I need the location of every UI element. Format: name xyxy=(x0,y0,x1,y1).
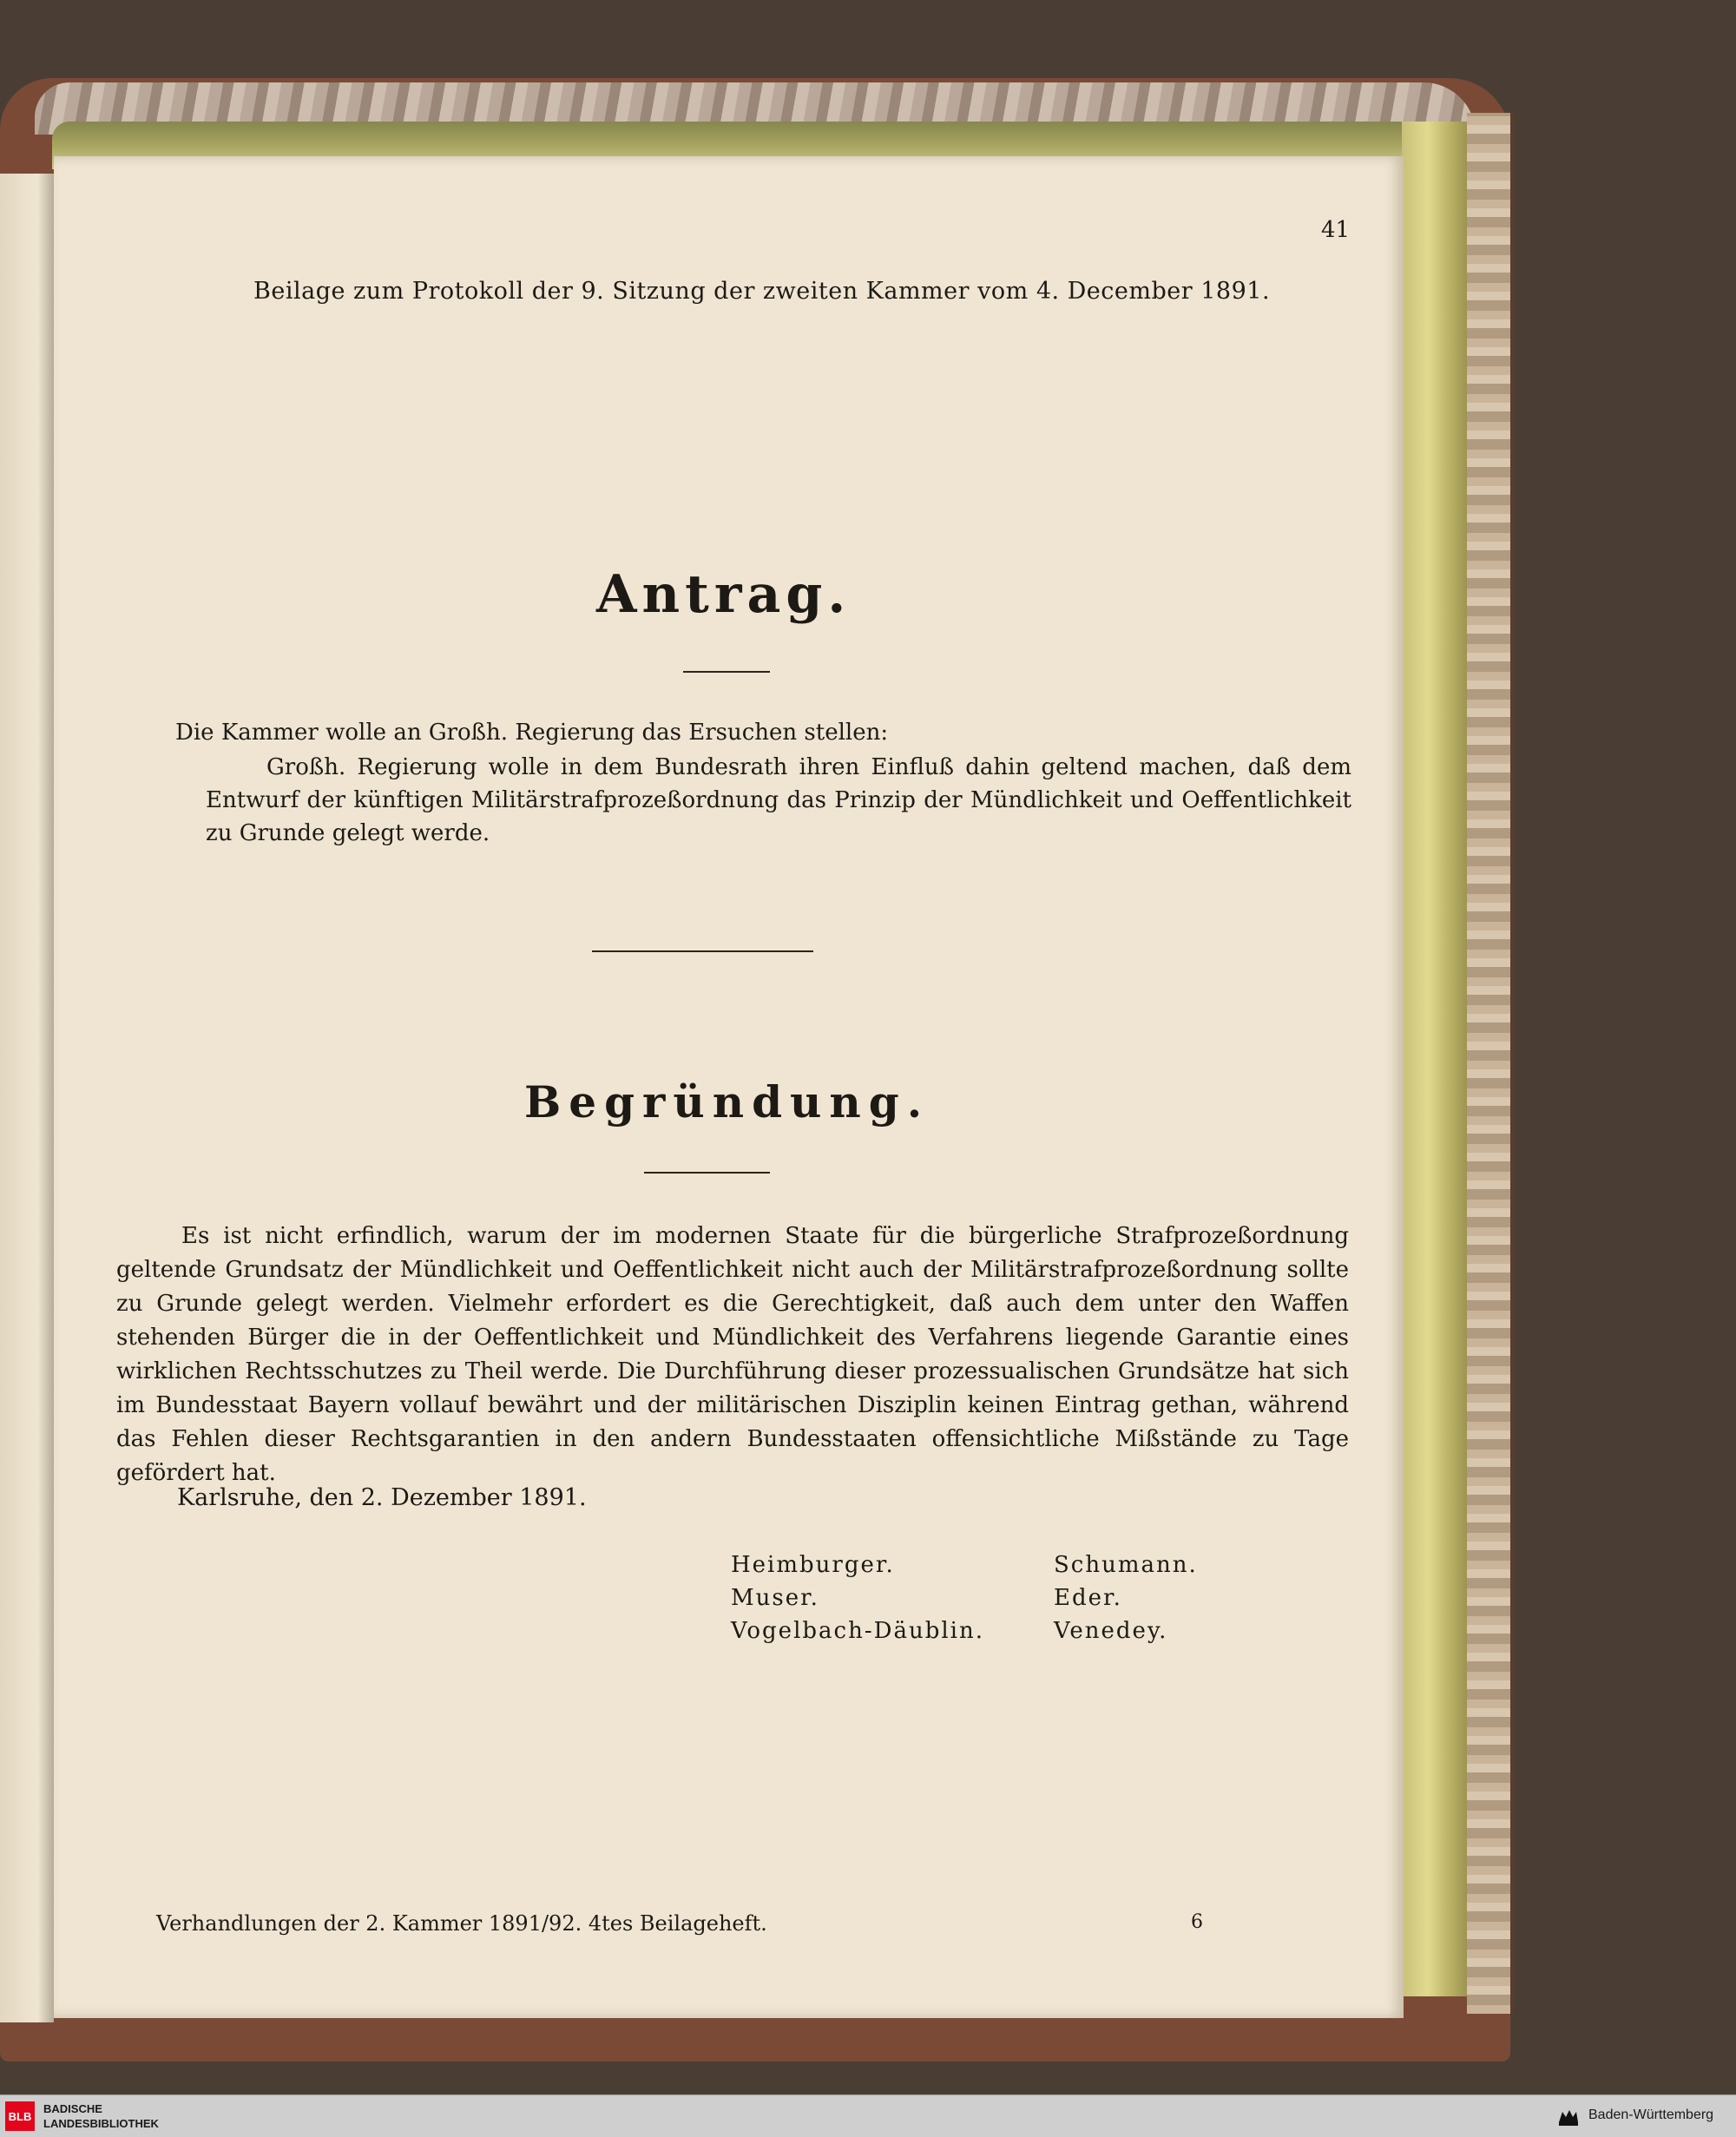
baden-wuerttemberg-lions-icon[interactable] xyxy=(1555,2103,1581,2129)
blb-name-line1: BADISCHE xyxy=(43,2102,102,2115)
blb-logo-icon[interactable]: BLB xyxy=(5,2101,35,2131)
document-page xyxy=(54,156,1404,2018)
place-date: Karlsruhe, den 2. Dezember 1891. xyxy=(177,1484,587,1511)
signatory: Eder. xyxy=(1054,1585,1122,1611)
signatory: Heimburger. xyxy=(731,1552,895,1578)
signatory: Schumann. xyxy=(1054,1552,1198,1578)
page-edges-side xyxy=(1402,122,1467,1996)
antrag-intro: Die Kammer wolle an Großh. Regierung das Ersuchen stellen: xyxy=(175,720,889,746)
page-number: 41 xyxy=(1321,217,1351,243)
page-footer: Verhandlungen der 2. Kammer 1891/92. 4tes Beilageheft. xyxy=(156,1911,767,1936)
facing-page xyxy=(0,174,54,2022)
signatory: Muser. xyxy=(731,1585,819,1611)
sheet-number: 6 xyxy=(1191,1911,1203,1933)
book-spine-edge xyxy=(1467,113,1514,2014)
signatory: Vogelbach-Däublin. xyxy=(731,1618,985,1644)
divider xyxy=(644,1172,770,1174)
begruendung-text: Es ist nicht erfindlich, warum der im modernen Staate für die bürgerliche Strafprozeßordnung geltende Grundsatz der Mündlichkeit und Oeffentlichkeit nicht auch der Militärstrafprozeßordnung sollte zu Grunde gelegt werden. Vielmehr erfordert es die Gerechtigkeit, daß auch dem unter den Waffen stehenden Bürger die in der Oeffentlichkeit und Mündlichkeit des Verfahrens liegende Garantie eines wirklichen Rechtsschutzes zu Theil werde. Die Durchführung dieser prozessualischen Grundsätze hat sich im Bundesstaat Bayern vollauf bewährt und der militärischen Disziplin keinen Eintrag gethan, während das Fehlen dieser Rechtsgarantien in den andern Bundesstaaten offensichtliche Mißstände zu Tage gefördert hat. xyxy=(116,1223,1349,1486)
signatory: Venedey. xyxy=(1054,1618,1168,1644)
section-title-begruendung: Begründung. xyxy=(524,1076,930,1128)
blb-name[interactable] xyxy=(43,2101,159,2131)
antrag-request: Großh. Regierung wolle in dem Bundesrath ihren Einfluß dahin geltend machen, daß dem Entwurf der künftigen Militärstrafprozeßordnung das Prinzip der Mündlichkeit und Oeffentlichkeit zu Grunde gelegt werde. xyxy=(206,754,1351,846)
page-header: Beilage zum Protokoll der 9. Sitzung der zweiten Kammer vom 4. December 1891. xyxy=(253,278,1271,305)
baden-wuerttemberg-label[interactable]: Baden-Württemberg xyxy=(1588,2107,1714,2122)
divider xyxy=(683,671,770,673)
divider xyxy=(592,950,813,952)
library-banner xyxy=(0,2094,1736,2137)
blb-name-line2: LANDESBIBLIOTHEK xyxy=(43,2117,159,2130)
section-title-antrag: Antrag. xyxy=(596,564,852,625)
